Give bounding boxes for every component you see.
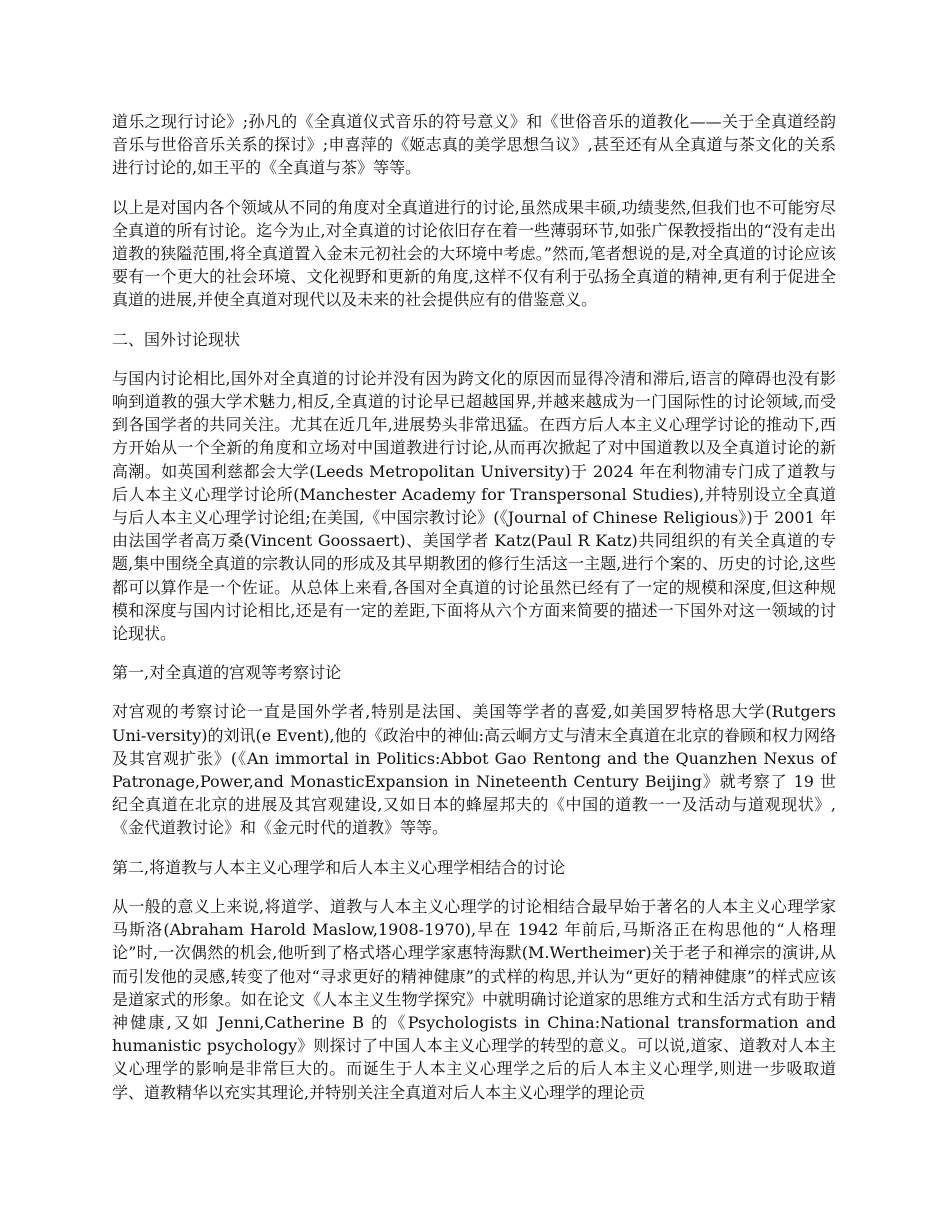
document-page <box>112 110 836 1120</box>
subheading-first-temple-study: 第一,对全真道的宫观等考察讨论 <box>112 663 342 683</box>
paragraph-psychology-study: 从一般的意义上来说,将道学、道教与人本主义心理学的讨论相结合最早始于著名的人本主义心理学家马斯洛(Abraham Harold Maslow,1908-1970),早在 1942 年前后,马斯洛正在构思他的“人格理论”时,一次偶然的机会,他听到了格式塔心理学家惠特海默(M.Wertheimer)关于老子和禅宗的演讲,从而引发他的灵感,转变了他对“寻求更好的精神健康”的式样的构思,并认为“更好的精神健康”的样式应该是道家式的形象。如在论文《人本主义生物学探究》中就明确讨论道家的思维方式和生活方式有助于精神健康,又如 Jenni,Catherine B 的《Psychologists in China:National transformation and humanistic psychology》则探讨了中国人本主义心理学的转型的意义。可以说,道家、道教对人本主义心理学的影响是非常巨大的。而诞生于人本主义心理学之后的后人本主义心理学,则进一步吸取道学、道教精华以充实其理论,并特别关注全真道对后人本主义心理学的理论贡 <box>112 896 836 1102</box>
paragraph-domestic-summary: 以上是对国内各个领域从不同的角度对全真道进行的讨论,虽然成果丰硕,功绩斐然,但我们也不可能穷尽全真道的所有讨论。迄今为止,对全真道的讨论依旧存在着一些薄弱环节,如张广保教授指出的“没有走出道教的狭隘范围,将全真道置入金末元初社会的大环境中考虑。”然而,笔者想说的是,对全真道的讨论应该要有一个更大的社会环境、文化视野和更新的角度,这样不仅有利于弘扬全真道的精神,更有利于促进全真道的进展,并使全真道对现代以及未来的社会提供应有的借鉴意义。 <box>112 197 836 310</box>
section-heading-foreign-status: 二、国外讨论现状 <box>112 329 241 349</box>
paragraph-intro-continuation: 道乐之现行讨论》;孙凡的《全真道仪式音乐的符号意义》和《世俗音乐的道教化——关于全真道经韵音乐与世俗音乐关系的探讨》;申喜萍的《姬志真的美学思想刍议》,甚至还有从全真道与茶文化的关系进行讨论的,如王平的《全真道与茶》等等。 <box>112 112 836 178</box>
paragraph-foreign-overview: 与国内讨论相比,国外对全真道的讨论并没有因为跨文化的原因而显得冷清和滞后,语言的障碍也没有影响到道教的强大学术魅力,相反,全真道的讨论早已超越国界,并越来越成为一门国际性的讨论领域,而受到各国学者的共同关注。尤其在近几年,进展势头非常迅猛。在西方后人本主义心理学讨论的推动下,西方开始从一个全新的角度和立场对中国道教进行讨论,从而再次掀起了对中国道教以及全真道讨论的新高潮。如英国利慈都会大学(Leeds Metropolitan University)于 2024 年在利物浦专门成了道教与后人本主义心理学讨论所(Manchester Academy for Transpersonal Studies),并特别设立全真道与后人本主义心理学讨论组;在美国,《中国宗教讨论》(《Journal of Chinese Religious》)于 2001 年由法国学者高万桑(Vincent Goossaert)、美国学者 Katz(Paul R Katz)共同组织的有关全真道的专题,集中围绕全真道的宗教认同的形成及其早期教团的修行生活这一主题,进行个案的、历史的讨论,这些都可以算作是一个佐证。从总体上来看,各国对全真道的讨论虽然已经有了一定的规模和深度,但这种规模和深度与国内讨论相比,还是有一定的差距,下面将从六个方面来简要的描述一下国外对这一领域的讨论现状。 <box>112 368 836 644</box>
subheading-second-psychology: 第二,将道教与人本主义心理学和后人本主义心理学相结合的讨论 <box>112 857 566 877</box>
paragraph-temple-study: 对宫观的考察讨论一直是国外学者,特别是法国、美国等学者的喜爱,如美国罗特格思大学(Rutgers Uni-versity)的刘讯(e Event),他的《政治中的神仙:高云峒方丈与清末全真道在北京的眷顾和权力网络及其宫观扩张》(《An immortal in Politics:Abbot Gao Rentong and the Quanzhen Nexus of Patronage,Power,and MonasticExpansion in Nineteenth Century Beijing》就考察了 19 世纪全真道在北京的进展及其宫观建设,又如日本的蜂屋邦夫的《中国的道教一一及活动与道观现状》,《金代道教讨论》和《金元时代的道教》等等。 <box>112 702 836 838</box>
